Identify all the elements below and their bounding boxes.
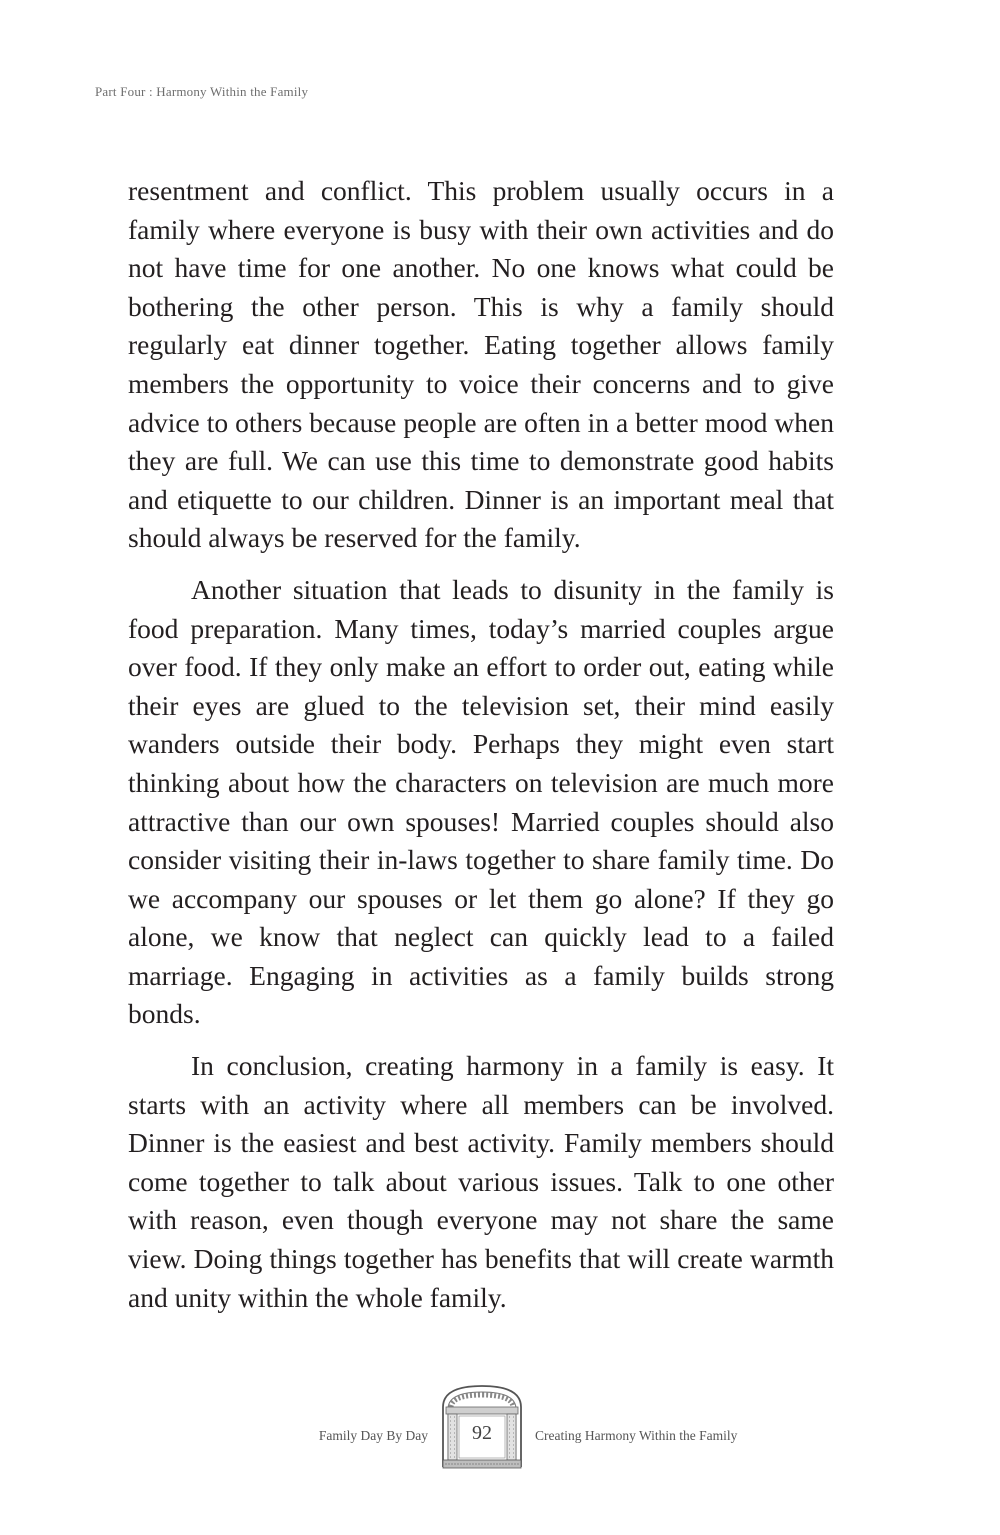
paragraph-2: Another situation that leads to disunity in the family is food preparation. Many times, today’s married couples argue over food. If they only make an effort to order out, eating while their eyes are glued to the television set, their mind easily wanders outside their body. Perhaps they might even start thinking about how the characters on television are much more attractive than our own spouses! Married couples should also consider visiting their in-laws together to share family time. Do we accompany our spouses or let them go alone? If they go alone, we know that neglect can quickly lead to a failed marriage. Engaging in activities as a family builds strong bonds. [128, 573, 834, 1030]
body-text [128, 172, 834, 1330]
footer-chapter-title: Creating Harmony Within the Family [535, 1428, 738, 1443]
page-number: 92 [472, 1422, 492, 1444]
footer-book-title: Family Day By Day [318, 1428, 428, 1443]
page-footer [0, 1383, 1000, 1473]
paragraph-1: resentment and conflict. This problem usually occurs in a family where everyone is busy with their own activities and do not have time for one another. No one knows what could be bothering the other person. This is why a family should regularly eat dinner together. Eating together allows family members the opportunity to voice their concerns and to give advice to others because people are often in a better mood when they are full. We can use this time to demonstrate good habits and etiquette to our children. Dinner is an important meal that should always be reserved for the family. [128, 175, 834, 554]
paragraph-3: In conclusion, creating harmony in a family is easy. It starts with an activity where all members can be involved. Dinner is the easiest and best activity. Family members should come together to talk about various issues. Talk to one other with reason, even though everyone may not share the same view. Doing things together has benefits that will create warmth and unity within the whole family. [128, 1050, 834, 1313]
running-header: Part Four : Harmony Within the Family [95, 84, 309, 99]
